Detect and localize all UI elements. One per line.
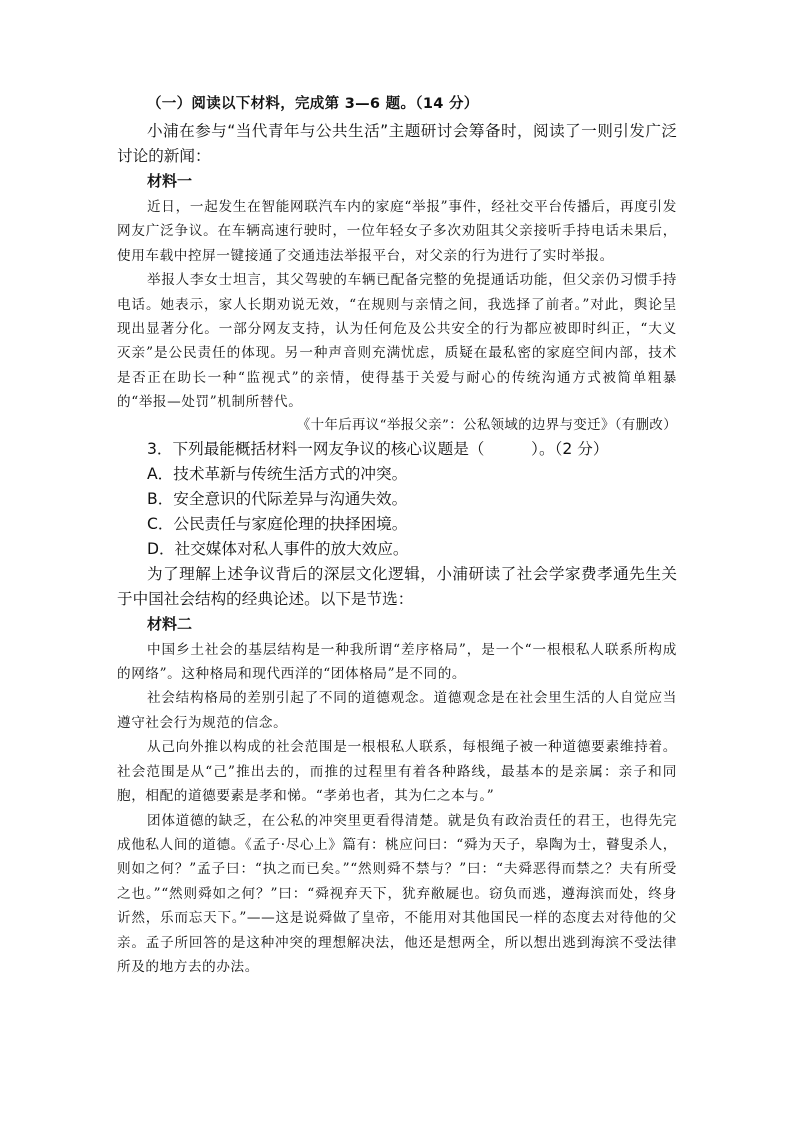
material-2-paragraph: 中国乡土社会的基层结构是一种我所谓“差序格局”，是一个“一根根私人联系所构成的网络”。这种格局和现代西洋的“团体格局”是不同的。	[117, 641, 677, 683]
section-heading: （一）阅读以下材料，完成第 3—6 题。（14 分）	[147, 96, 479, 112]
intro-paragraph-2: 为了理解上述争议背后的深层文化逻辑，小浦研读了社会学家费孝通先生关于中国社会结构的经典论述。以下是节选：	[117, 564, 677, 608]
material-2-paragraph: 从己向外推以构成的社会范围是一根根私人联系，每根绳子被一种道德要素维持着。社会范围是从“己”推出去的，而推的过程里有着各种路线，最基本的是亲属：亲子和同胞，相配的道德要素是孝和悌。“孝弟也者，其为仁之本与。”	[117, 739, 677, 805]
material-2-paragraph: 团体道德的缺乏，在公私的冲突里更看得清楚。就是负有政治责任的君王，也得先完成他私人间的道德。《孟子·尽心上》篇有：桃应问曰：“舜为天子，皋陶为士，瞽叟杀人，则如之何？”孟子曰：“执之而已矣。”“然则舜不禁与？”曰：“夫舜恶得而禁之？夫有所受之也。”“然则舜如之何？”曰：“舜视弃天下，犹弃敝屣也。窃负而逃，遵海滨而处，终身䜣然，乐而忘天下。”——这是说舜做了皇帝，不能用对其他国民一样的态度去对待他的父亲。孟子所回答的是这种冲突的理想解决法，他还是想两全，所以想出逃到海滨不受法律所及的地方去的办法。	[117, 812, 677, 975]
material-2-title: 材料二	[147, 614, 193, 633]
material-1-source: 《十年后再议“举报父亲”：公私领域的边界与变迁》（有删改）	[296, 417, 677, 433]
question-3-option-b: B．安全意识的代际差异与沟通失效。	[147, 489, 408, 508]
intro-paragraph-1: 小浦在参与“当代青年与公共生活”主题研讨会筹备时，阅读了一则引发广泛讨论的新闻：	[117, 122, 677, 165]
question-3-option-a: A．技术革新与传统生活方式的冲突。	[147, 464, 408, 483]
material-1-paragraph: 近日，一起发生在智能网联汽车内的家庭“举报”事件，经社交平台传播后，再度引发网友广泛争议。在车辆高速行驶时，一位年轻女子多次劝阻其父亲接听手持电话未果后，使用车载中控屏一键接通了交通违法举报平台，对父亲的行为进行了实时举报。	[117, 199, 677, 264]
document-page	[117, 92, 677, 979]
question-3-stem: 3．下列最能概括材料一网友争议的核心议题是（ ）。（2 分）	[147, 439, 609, 458]
material-2-paragraph: 社会结构格局的差别引起了不同的道德观念。道德观念是在社会里生活的人自觉应当遵守社会行为规范的信念。	[117, 690, 677, 731]
material-1-title: 材料一	[147, 172, 193, 190]
material-1-paragraph: 举报人李女士坦言，其父驾驶的车辆已配备完整的免提通话功能，但父亲仍习惯手持电话。她表示，家人长期劝说无效，“在规则与亲情之间，我选择了前者。”对此，舆论呈现出显著分化。一部分网友支持，认为任何危及公共安全的行为都应被即时纠正，“大义灭亲”是公民责任的体现。另一种声音则充满忧虑，质疑在最私密的家庭空间内部，技术是否正在助长一种“监视式”的亲情，使得基于关爱与耐心的传统沟通方式被简单粗暴的“举报—处罚”机制所替代。	[117, 272, 677, 411]
question-3-option-d: D．社交媒体对私人事件的放大效应。	[147, 539, 409, 558]
question-3-option-c: C．公民责任与家庭伦理的抉择困境。	[147, 514, 408, 533]
